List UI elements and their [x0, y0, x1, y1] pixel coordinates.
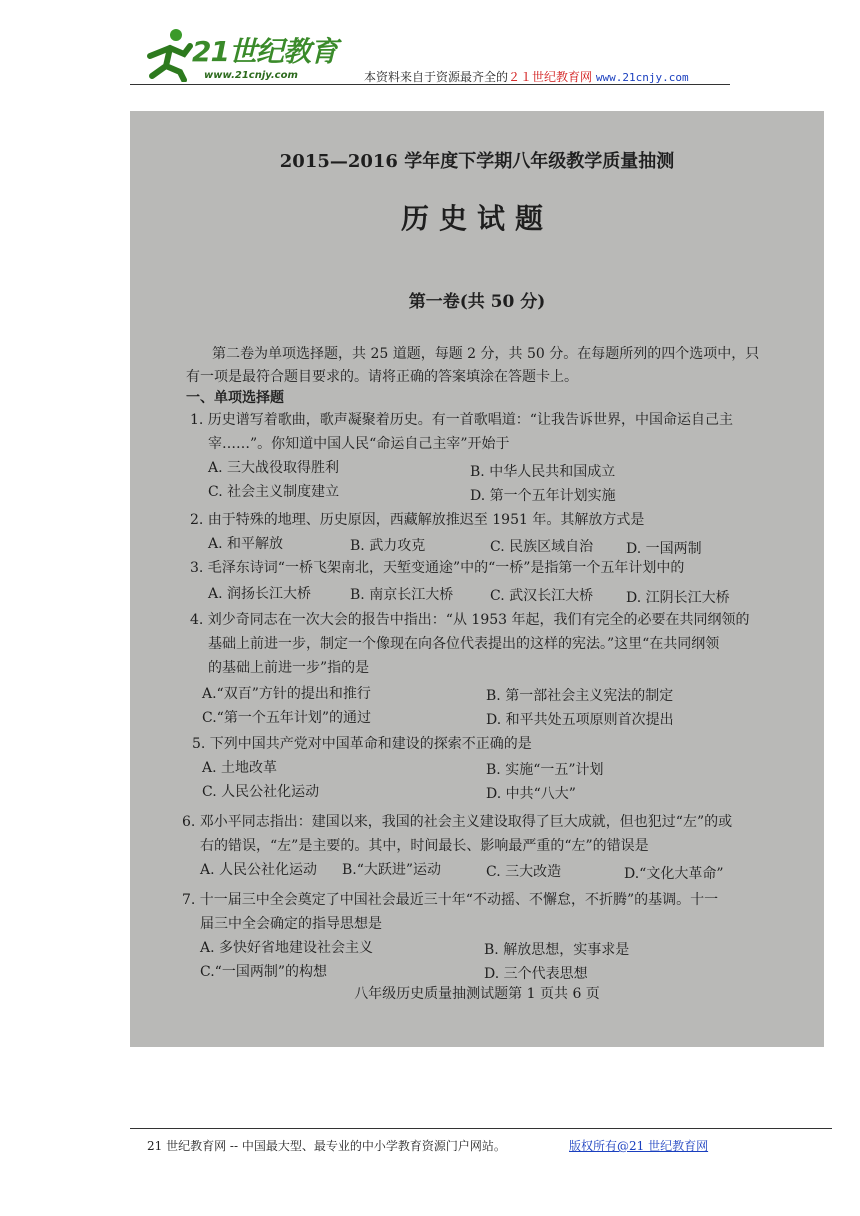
q2-option-b: B. 武力攻克 — [350, 538, 426, 554]
logo-name: 21世纪教育 — [192, 35, 337, 68]
q3-option-d: D. 江阴长江大桥 — [626, 590, 730, 606]
header-note-url[interactable]: www.21cnjy.com — [595, 71, 689, 84]
runner-logo-icon — [140, 26, 200, 82]
exam-subject: 历史试题 — [400, 202, 553, 235]
q6-stem-1: 6. 邓小平同志指出：建国以来，我国的社会主义建设取得了巨大成就，但也犯过“左”的或 — [182, 814, 733, 830]
q2-option-a: A. 和平解放 — [208, 536, 284, 552]
q1-option-b: B. 中华人民共和国成立 — [470, 464, 616, 480]
q4-option-a: A.“双百”方针的提出和推行 — [202, 686, 371, 702]
footer-divider — [130, 1128, 832, 1129]
q1-option-a: A. 三大战役取得胜利 — [208, 460, 340, 476]
exam-volume: 第一卷(共 50 分) — [408, 292, 546, 312]
q6-option-b: B.“大跃进”运动 — [342, 862, 442, 878]
q4-stem-2: 基础上前进一步，制定一个像现在向各位代表提出的这样的宪法。”这里“在共同纲领 — [208, 636, 720, 652]
footer-copyright-link[interactable]: 版权所有@21 世纪教育网 — [569, 1139, 709, 1153]
q5-option-a: A. 土地改革 — [202, 760, 278, 776]
q1-option-d: D. 第一个五年计划实施 — [470, 488, 616, 504]
site-logo[interactable] — [140, 26, 340, 82]
q2-stem: 2. 由于特殊的地理、历史原因，西藏解放推迟至 1951 年。其解放方式是 — [190, 512, 645, 528]
q7-option-c: C.“一国两制”的构想 — [200, 964, 327, 980]
q1-stem-2: 宰……”。你知道中国人民“命运自己主宰”开始于 — [208, 436, 510, 452]
q5-option-b: B. 实施“一五”计划 — [486, 762, 604, 778]
q4-option-d: D. 和平共处五项原则首次提出 — [486, 712, 674, 728]
q6-option-c: C. 三大改造 — [486, 864, 562, 880]
q2-option-d: D. 一国两制 — [626, 541, 702, 557]
q7-stem-1: 7. 十一届三中全会奠定了中国社会最近三十年“不动摇、不懈怠，不折腾”的基调。十一 — [182, 892, 719, 908]
q7-stem-2: 届三中全会确定的指导思想是 — [200, 916, 382, 932]
header-divider — [130, 84, 730, 85]
q6-option-d: D.“文化大革命” — [624, 866, 724, 882]
q4-stem-3: 的基础上前进一步”指的是 — [208, 660, 370, 676]
page-header — [130, 20, 730, 86]
q7-option-d: D. 三个代表思想 — [484, 966, 588, 982]
q5-option-d: D. 中共“八大” — [486, 786, 576, 802]
section-heading: 一、单项选择题 — [186, 390, 284, 406]
q4-stem-1: 4. 刘少奇同志在一次大会的报告中指出：“从 1953 年起，我们有完全的必要在共同纲领的 — [190, 612, 750, 628]
header-note-prefix: 本资料来自于资源最齐全的 — [364, 70, 509, 84]
exam-page-number: 八年级历史质量抽测试题第 1 页共 6 页 — [354, 986, 600, 1002]
q5-stem: 5. 下列中国共产党对中国革命和建设的探索不正确的是 — [192, 736, 532, 752]
page-footer — [147, 1137, 709, 1154]
q1-option-c: C. 社会主义制度建立 — [208, 484, 340, 500]
q4-option-c: C.“第一个五年计划”的通过 — [202, 710, 371, 726]
footer-slogan: 21 世纪教育网 -- 中国最大型、最专业的中小学教育资源门户网站。 — [147, 1139, 506, 1153]
q2-option-c: C. 民族区域自治 — [490, 539, 594, 555]
header-note — [364, 68, 689, 85]
exam-title: 2015—2016 学年度下学期八年级教学质量抽测 — [279, 151, 675, 172]
q6-stem-2: 右的错误，“左”是主要的。其中，时间最长、影响最严重的“左”的错误是 — [200, 838, 649, 854]
q3-stem: 3. 毛泽东诗词“一桥飞架南北，天堑变通途”中的“一桥”是指第一个五年计划中的 — [190, 560, 685, 576]
intro-line-1: 第二卷为单项选择题，共 25 道题，每题 2 分，共 50 分。在每题所列的四个选项中，只 — [212, 346, 760, 362]
q6-option-a: A. 人民公社化运动 — [200, 862, 318, 878]
q3-option-a: A. 润扬长江大桥 — [208, 586, 312, 602]
q5-option-c: C. 人民公社化运动 — [202, 784, 320, 800]
logo-url: www.21cnjy.com — [204, 70, 298, 81]
q4-option-b: B. 第一部社会主义宪法的制定 — [486, 688, 674, 704]
q7-option-b: B. 解放思想，实事求是 — [484, 942, 630, 958]
header-note-site[interactable]: ２１世纪教育网 — [508, 70, 593, 84]
q1-stem-1: 1. 历史谱写着歌曲，歌声凝聚着历史。有一首歌唱道：“让我告诉世界，中国命运自己主 — [190, 412, 733, 428]
q7-option-a: A. 多快好省地建设社会主义 — [200, 940, 374, 956]
q3-option-c: C. 武汉长江大桥 — [490, 588, 594, 604]
intro-line-2: 有一项是最符合题目要求的。请将正确的答案填涂在答题卡上。 — [186, 369, 578, 385]
scanned-exam-page — [130, 111, 824, 1047]
q3-option-b: B. 南京长江大桥 — [350, 587, 454, 603]
